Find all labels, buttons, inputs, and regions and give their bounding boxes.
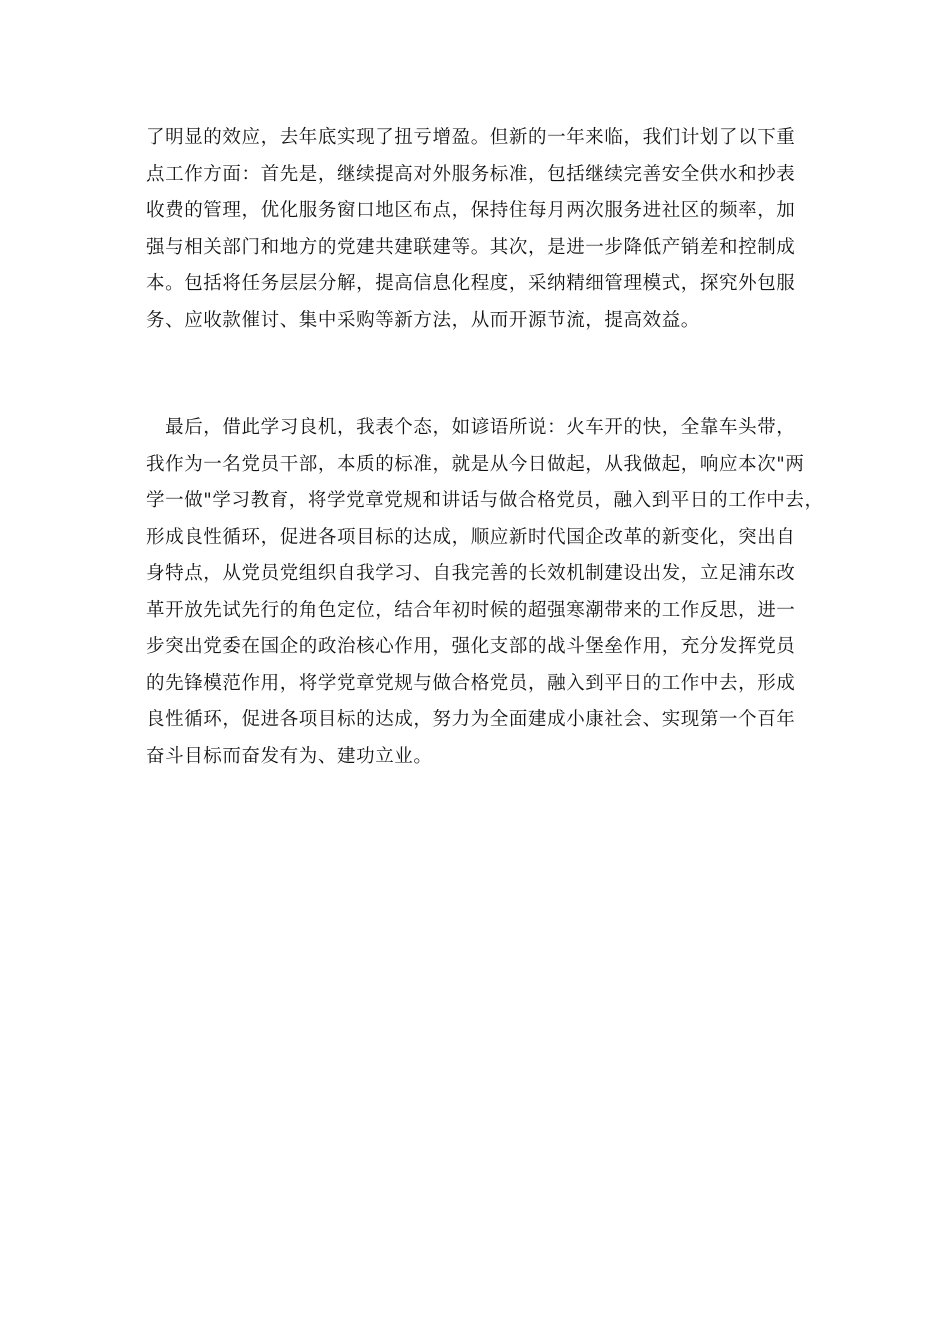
- text-line: 形成良性循环，促进各项目标的达成，顺应新时代国企改革的新变化，突出自: [146, 526, 796, 548]
- text-line: 本。包括将任务层层分解，提高信息化程度，采纳精细管理模式，探究外包服: [146, 273, 796, 294]
- text-line: 我作为一名党员干部，本质的标准，就是从今日做起，从我做起，响应本次"两: [146, 453, 805, 475]
- text-line: 收费的管理，优化服务窗口地区布点，保持住每月两次服务进社区的频率，加: [146, 200, 796, 221]
- text-line: 的先锋模范作用，将学党章党规与做合格党员，融入到平日的工作中去，形成: [146, 672, 796, 694]
- text-line: 学一做"学习教育，将学党章党规和讲话与做合格党员，融入到平日的工作中去，: [146, 490, 824, 511]
- text-line: 良性循环，促进各项目标的达成，努力为全面建成小康社会、实现第一个百年: [146, 709, 796, 730]
- text-line: 最后，借此学习良机，我表个态，如谚语所说：火车开的快，全靠车头带，: [146, 417, 796, 438]
- text-line: 务、应收款催讨、集中采购等新方法，从而开源节流，提高效益。: [146, 309, 700, 331]
- paragraph-work-plan: [146, 120, 846, 339]
- text-line: 强与相关部门和地方的党建共建联建等。其次，是进一步降低产销差和控制成: [146, 236, 796, 258]
- text-line: 步突出党委在国企的政治核心作用，强化支部的战斗堡垒作用，充分发挥党员: [146, 636, 796, 657]
- text-line: 奋斗目标而奋发有为、建功立业。: [146, 745, 433, 767]
- paragraph-closing-statement: [146, 410, 846, 775]
- text-line: 了明显的效应，去年底实现了扭亏增盈。但新的一年来临，我们计划了以下重: [146, 127, 796, 148]
- text-line: 身特点，从党员党组织自我学习、自我完善的长效机制建设出发，立足浦东改: [146, 563, 796, 584]
- text-line: 点工作方面：首先是，继续提高对外服务标准，包括继续完善安全供水和抄表: [146, 163, 796, 185]
- text-line: 革开放先试先行的角色定位，结合年初时候的超强寒潮带来的工作反思，进一: [146, 599, 796, 621]
